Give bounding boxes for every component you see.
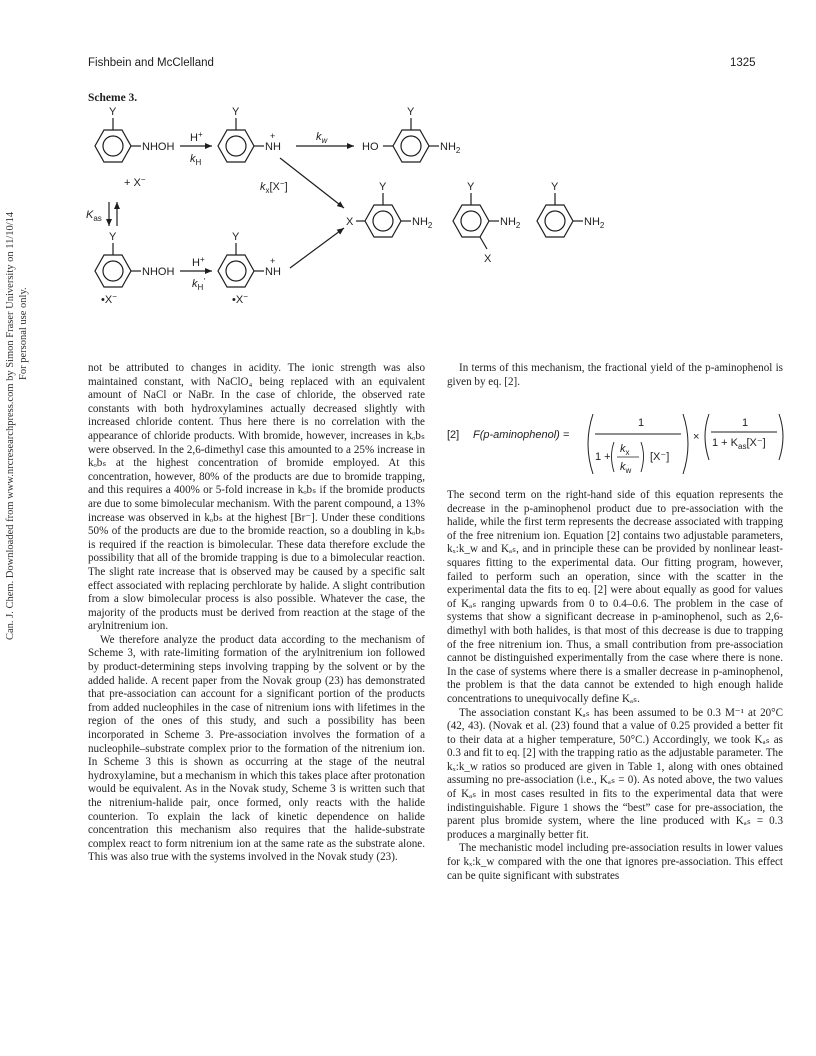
equation-xconc: [X⁻] (650, 451, 670, 463)
sub-y-8: Y (232, 231, 240, 243)
group-nh2-4: $NH_2$ (584, 216, 605, 230)
left-paragraph-2: We therefore analyze the product data according to the mechanism of Scheme 3, with rate-limiting formation of the arylnitrenium ion followed by product-determining steps involving trapping by the solvent or by the added halide. A recent paper from the Novak group (23) has demonstrated that pre-association can account for a significant portion of the products from added nucleophiles in the case of nitrenium ions with lifetimes in the region of the ones of this study, and such a possibility has been incorporated in Scheme 3. Pre-association involves the formation of a nucleophile–substrate complex prior to the formation of the nitrenium ion. In Scheme 3 this is shown as occurring at the stage of the neutral hydroxylamine, but a mechanism in which this takes place after protonation would be equivalent. As in the Novak study, Scheme 3 is written such that the nitrenium-halide pair, once formed, only reacts with the halide counterion. To explain the lack of kinetic dependence on halide concentration this mechanism also requires that the halide-substrate complex react to form nitrenium ion at the same rate as the substrate alone. This was also true with the systems involved in the Novak study (23). (88, 633, 425, 864)
label-kh-prime: $k_H'$ (192, 277, 205, 292)
sub-y-2: Y (232, 106, 240, 118)
running-header-authors: Fishbein and McClelland (88, 57, 214, 69)
label-kas: $K_{as}$ (86, 209, 102, 223)
right-column-intro (447, 362, 783, 389)
group-nh-charge-1: + (270, 131, 276, 141)
sub-y-3: Y (407, 106, 415, 118)
benzene-ring-5 (453, 193, 499, 249)
scheme-3-diagram (0, 0, 816, 360)
benzene-ring-4 (356, 193, 411, 237)
right-paragraph-3: The association constant Kₐₛ has been assumed to be 0.3 M⁻¹ at 20°C (42, 43). (Novak et al. (23) found that a value of 0.25 provided a better fit to their data at a higher temperature, 50°C.) Accordingly, we took Kₐₛ as 0.3 and fit to eq. [2] with the trapping ratio as the adjustable parameter. The kₓ:k_w ratios so produced are given in Table 1, along with ones obtained assuming no pre-association (i.e., Kₐₛ = 0). As noted above, the two values of Kₐₛ in most cases resulted in fits to the experimental data that were indistinguishable. Figure 1 shows the “best” case for pre-association, the parent plus bromide system, where the line produced with Kₐₛ = 0.3 produces a marginally better fit. (447, 706, 783, 841)
right-paragraph-2: The second term on the right-hand side of this equation represents the decrease in the p-aminophenol product due to pre-association with the halide, while the first term represents the decrease associated with trapping of the free nitrenium ion. Equation [2] contains two adjustable parameters, kₓ:k_w and Kₐₛ, and in principle these can be provided by nonlinear least-squares fitting to the experimental data. Our fitting program, however, failed to perform such an operation, since with the scatter in the experimental data the fits to eq. [2] were about equally as good for values of Kₐₛ ranging upwards from 0 to 0.4–0.6. The problem in the case of systems that show a significant decrease in p-aminophenol, such as 2,6-dimethyl with both halides, is that most of this decrease is due to trapping of the free nitrenium ion. Thus, a small contribution from pre-association cannot be distinguished experimentally from the case where there is none. In the case of systems where there is a smaller decrease in p-aminophenol, the problem is that the data cannot be extended to high enough halide concentrations to unequivocally define Kₐₛ. (447, 489, 783, 705)
arrow-ion-pair-collapse (290, 228, 344, 268)
equation-lhs: F(p-aminophenol) = (473, 429, 570, 441)
download-note: Can. J. Chem. Downloaded from www.nrcresearchpress.com by Simon Fraser University on 11/10/14 (5, 211, 16, 640)
right-paragraph-4: The mechanistic model including pre-association results in lower values for kₓ:k_w compared with the one that ignores pre-association. This effect can be quite significant with substrates (447, 842, 783, 882)
label-pair-x-1: •X− (101, 292, 117, 306)
label-kh: $k_H$ (190, 153, 202, 167)
sub-y-1: Y (109, 106, 117, 118)
equation-kw: $k_w$ (620, 461, 632, 475)
benzene-ring-7 (95, 243, 141, 287)
equation-denominator-2: $1 + K_{as}[X^-]$ (712, 437, 766, 451)
equation-2 (447, 408, 787, 480)
group-nh2-1: $NH_2$ (440, 141, 461, 155)
equation-numerator-1: 1 (638, 417, 645, 429)
equation-kx: $k_x$ (620, 443, 630, 457)
label-pair-x-2: •X− (232, 292, 248, 306)
benzene-ring-8 (218, 243, 264, 287)
sub-y-5: Y (467, 181, 475, 193)
group-nh2-2: $NH_2$ (412, 216, 433, 230)
group-nh-charge-2: + (270, 256, 276, 266)
label-kx: $k_x[X^-]$ (260, 179, 288, 195)
group-nh-1: NH (265, 141, 281, 153)
group-nh2-3: $NH_2$ (500, 216, 521, 230)
group-x-para: X (346, 216, 354, 228)
scheme-label: Scheme 3. (88, 92, 138, 104)
left-paragraph-1: not be attributed to changes in acidity. The ionic strength was also maintained constant, with NaClO₄ being replaced with an equivalent amount of NaCl or NaBr. In the case of chloride, the observed rate constants with both hydroxylamines actually decreased slightly with increased chloride content. Thus here there is no correlation with the appearance of chloride products. With bromide, however, increases in kₒbₛ were observed. In the 2,6-dimethyl case this amounted to a 25% increase in kₒbₛ at the highest concentration of bromide employed. At this concentration, however, 80% of the products are due to bromide trapping, and this requires a 400% or 5-fold increase in kₒbₛ if the bromide products are due to some bimolecular mechanism. With the parent compound, a 13% increase was observed in kₒbₛ at the highest [Br⁻]. Under these conditions 50% of the products are due to the bromide reaction, so a doubling in kₒbₛ is required if the reaction is bimolecular. These data therefore exclude the possibility that all of the bromide trapping is due to a bimolecular reaction. The slight rate increase that is observed may be caused by a specific salt effect associated with replacing perchlorate by halide. A slight contribution from a slow bimolecular process is also possible. Whatever the case, the majority of the products must be derived from reaction at the stage of the arylnitrenium ion. (88, 362, 425, 633)
sub-y-7: Y (109, 231, 117, 243)
equation-numerator-2: 1 (742, 417, 749, 429)
right-column (447, 489, 783, 883)
group-ho: HO (362, 141, 379, 153)
group-x-ortho: X (484, 253, 492, 265)
sub-y-4: Y (379, 181, 387, 193)
left-column (88, 362, 425, 865)
label-plus-x: + X− (124, 175, 146, 189)
personal-use-note: For personal use only. (18, 287, 29, 380)
benzene-ring-1 (95, 118, 141, 162)
group-nhoh-1: NHOH (142, 141, 175, 153)
equation-times: × (693, 431, 700, 443)
equation-one-plus: 1 + (595, 451, 611, 463)
right-paragraph-1: In terms of this mechanism, the fractional yield of the p-aminophenol is given by eq. [2]. (447, 362, 783, 388)
sub-y-6: Y (551, 181, 559, 193)
equation-number: [2] (447, 429, 460, 441)
benzene-ring-3 (383, 118, 439, 162)
label-hplus-2: H+ (192, 255, 205, 269)
benzene-ring-2 (218, 118, 264, 162)
arrow-halide-trapping (280, 158, 344, 208)
benzene-ring-6 (537, 193, 583, 237)
label-kw: $k_w$ (316, 131, 328, 145)
label-hplus-1: H+ (190, 130, 203, 144)
page-number: 1325 (730, 57, 756, 69)
group-nhoh-2: NHOH (142, 266, 175, 278)
group-nh-2: NH (265, 266, 281, 278)
